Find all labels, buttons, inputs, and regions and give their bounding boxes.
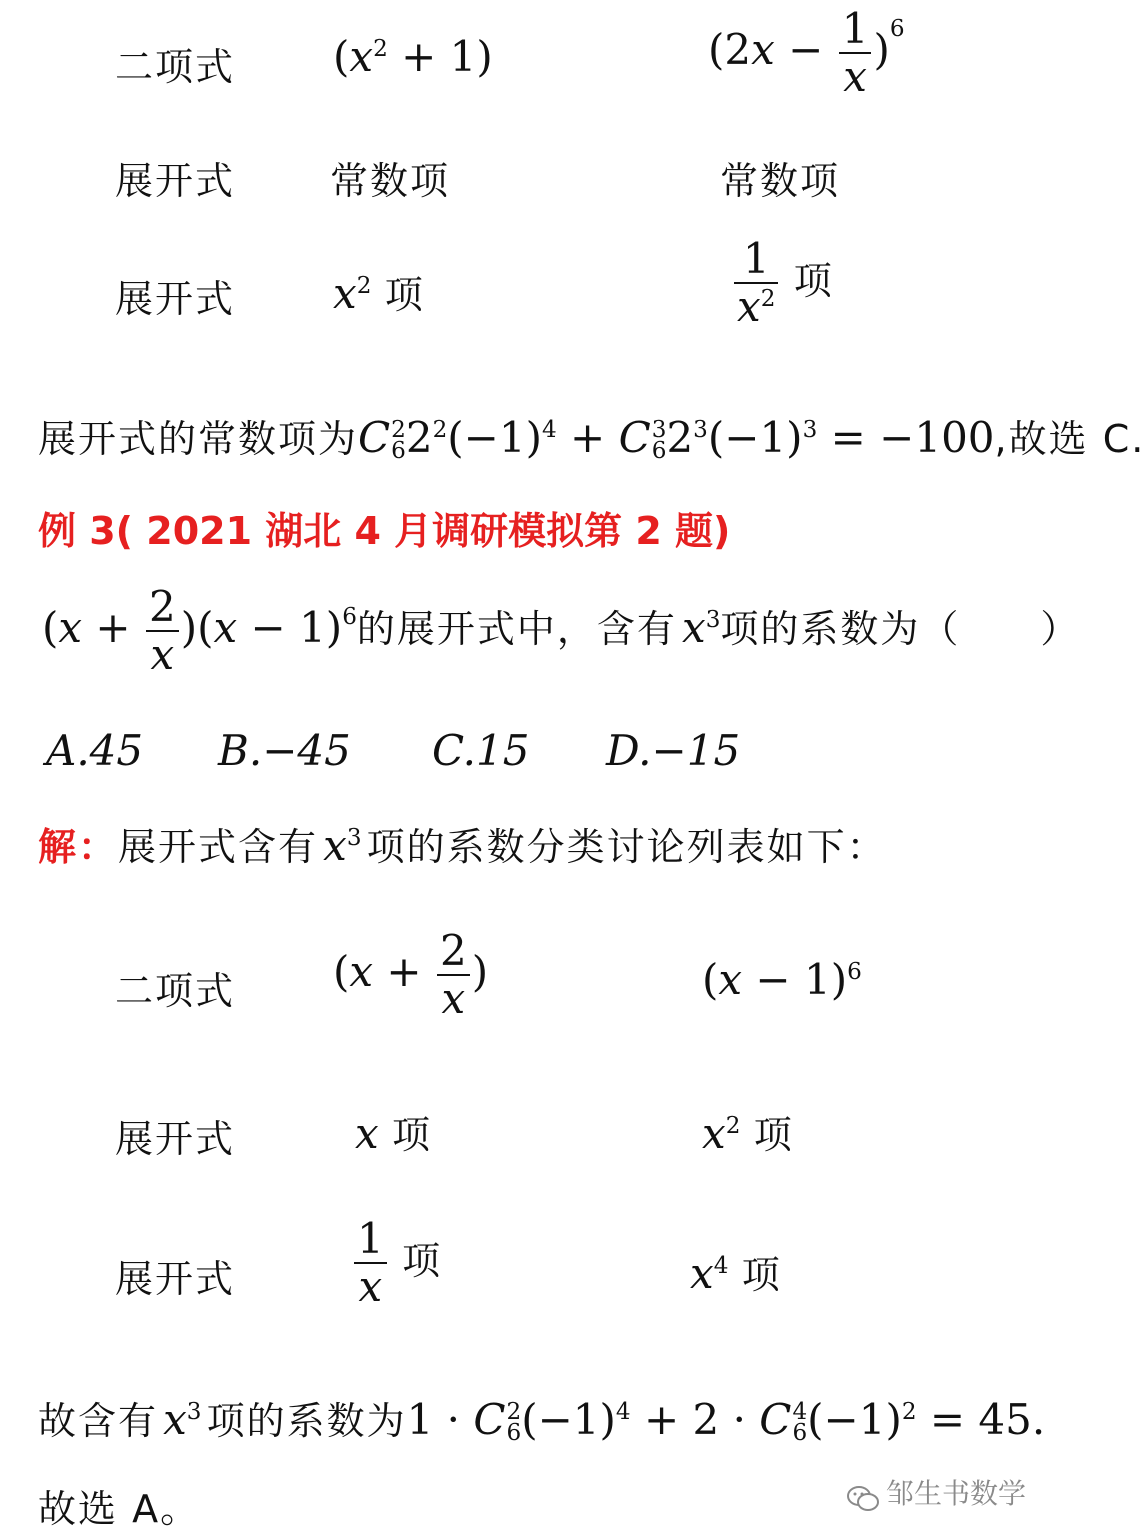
binomial-x-plus-2-over-x: (x + $\frac{2}{x}$ ) bbox=[333, 926, 489, 1023]
option-c: C.15 bbox=[432, 726, 530, 775]
x4-term: $x^4$ 项 bbox=[690, 1249, 782, 1298]
x2-term-right: $x^2$ 项 bbox=[702, 1109, 794, 1158]
row-label-expansion: 展开式 bbox=[115, 277, 236, 321]
example-3-question: (x + $\frac{2}{x}$ )$(x - 1)^6$的展开式中，含有 $x^3$项的系数为（ ） bbox=[42, 582, 1081, 679]
binomial-x2-plus-1: $(x^2 + 1)$ bbox=[333, 32, 493, 81]
constant-term-right: 常数项 bbox=[720, 159, 841, 203]
binomial-2x-minus-1-over-x: (2x − $\frac{1}{x}$ )$^6$ bbox=[708, 4, 905, 101]
x2-term: $x^2$ 项 bbox=[333, 269, 425, 318]
binomial-x-minus-1-pow-6: $(x - 1)^6$ bbox=[702, 955, 862, 1004]
option-a: A.45 bbox=[46, 726, 144, 775]
example-3-title: 例 3( 2021 湖北 4 月调研模拟第 2 题) bbox=[38, 509, 731, 553]
final-coefficient-line: 故含有 $x^3$ 项的系数为1 · C 2 6 $(-1)^4 + 2 \cdot C$ 4 6 $(-1)^2 = 45$. bbox=[38, 1395, 1046, 1446]
wechat-icon bbox=[846, 1484, 880, 1514]
row-label-expansion: 展开式 bbox=[115, 1257, 236, 1301]
constant-term-line: 展开式的常数项为C 2 6 $2^2(-1)^4 + C$ 3 6 $2^3(-1)^3 = -100$,故选 C. bbox=[38, 413, 1145, 464]
solution-intro: 解：展开式含有 $x^3$ 项的系数分类讨论列表如下： bbox=[38, 821, 887, 870]
x-term: x 项 bbox=[355, 1109, 433, 1158]
option-d: D.−15 bbox=[606, 726, 741, 775]
one-over-x2-term: $\frac{1}{x^2}$ 项 bbox=[732, 238, 834, 328]
row-label-expansion: 展开式 bbox=[115, 1117, 236, 1161]
row-label-binomial: 二项式 bbox=[115, 45, 236, 89]
solution-label: 解： bbox=[38, 825, 119, 869]
row-label-binomial: 二项式 bbox=[115, 969, 236, 1013]
constant-term-left: 常数项 bbox=[330, 159, 451, 203]
one-over-x-term: $\frac{1}{x}$ 项 bbox=[352, 1218, 442, 1308]
watermark: 邹生书数学 bbox=[846, 1472, 1026, 1514]
row-label-expansion: 展开式 bbox=[115, 159, 236, 203]
final-answer: 故选 A。 bbox=[38, 1487, 201, 1531]
option-b: B.−45 bbox=[218, 726, 351, 775]
